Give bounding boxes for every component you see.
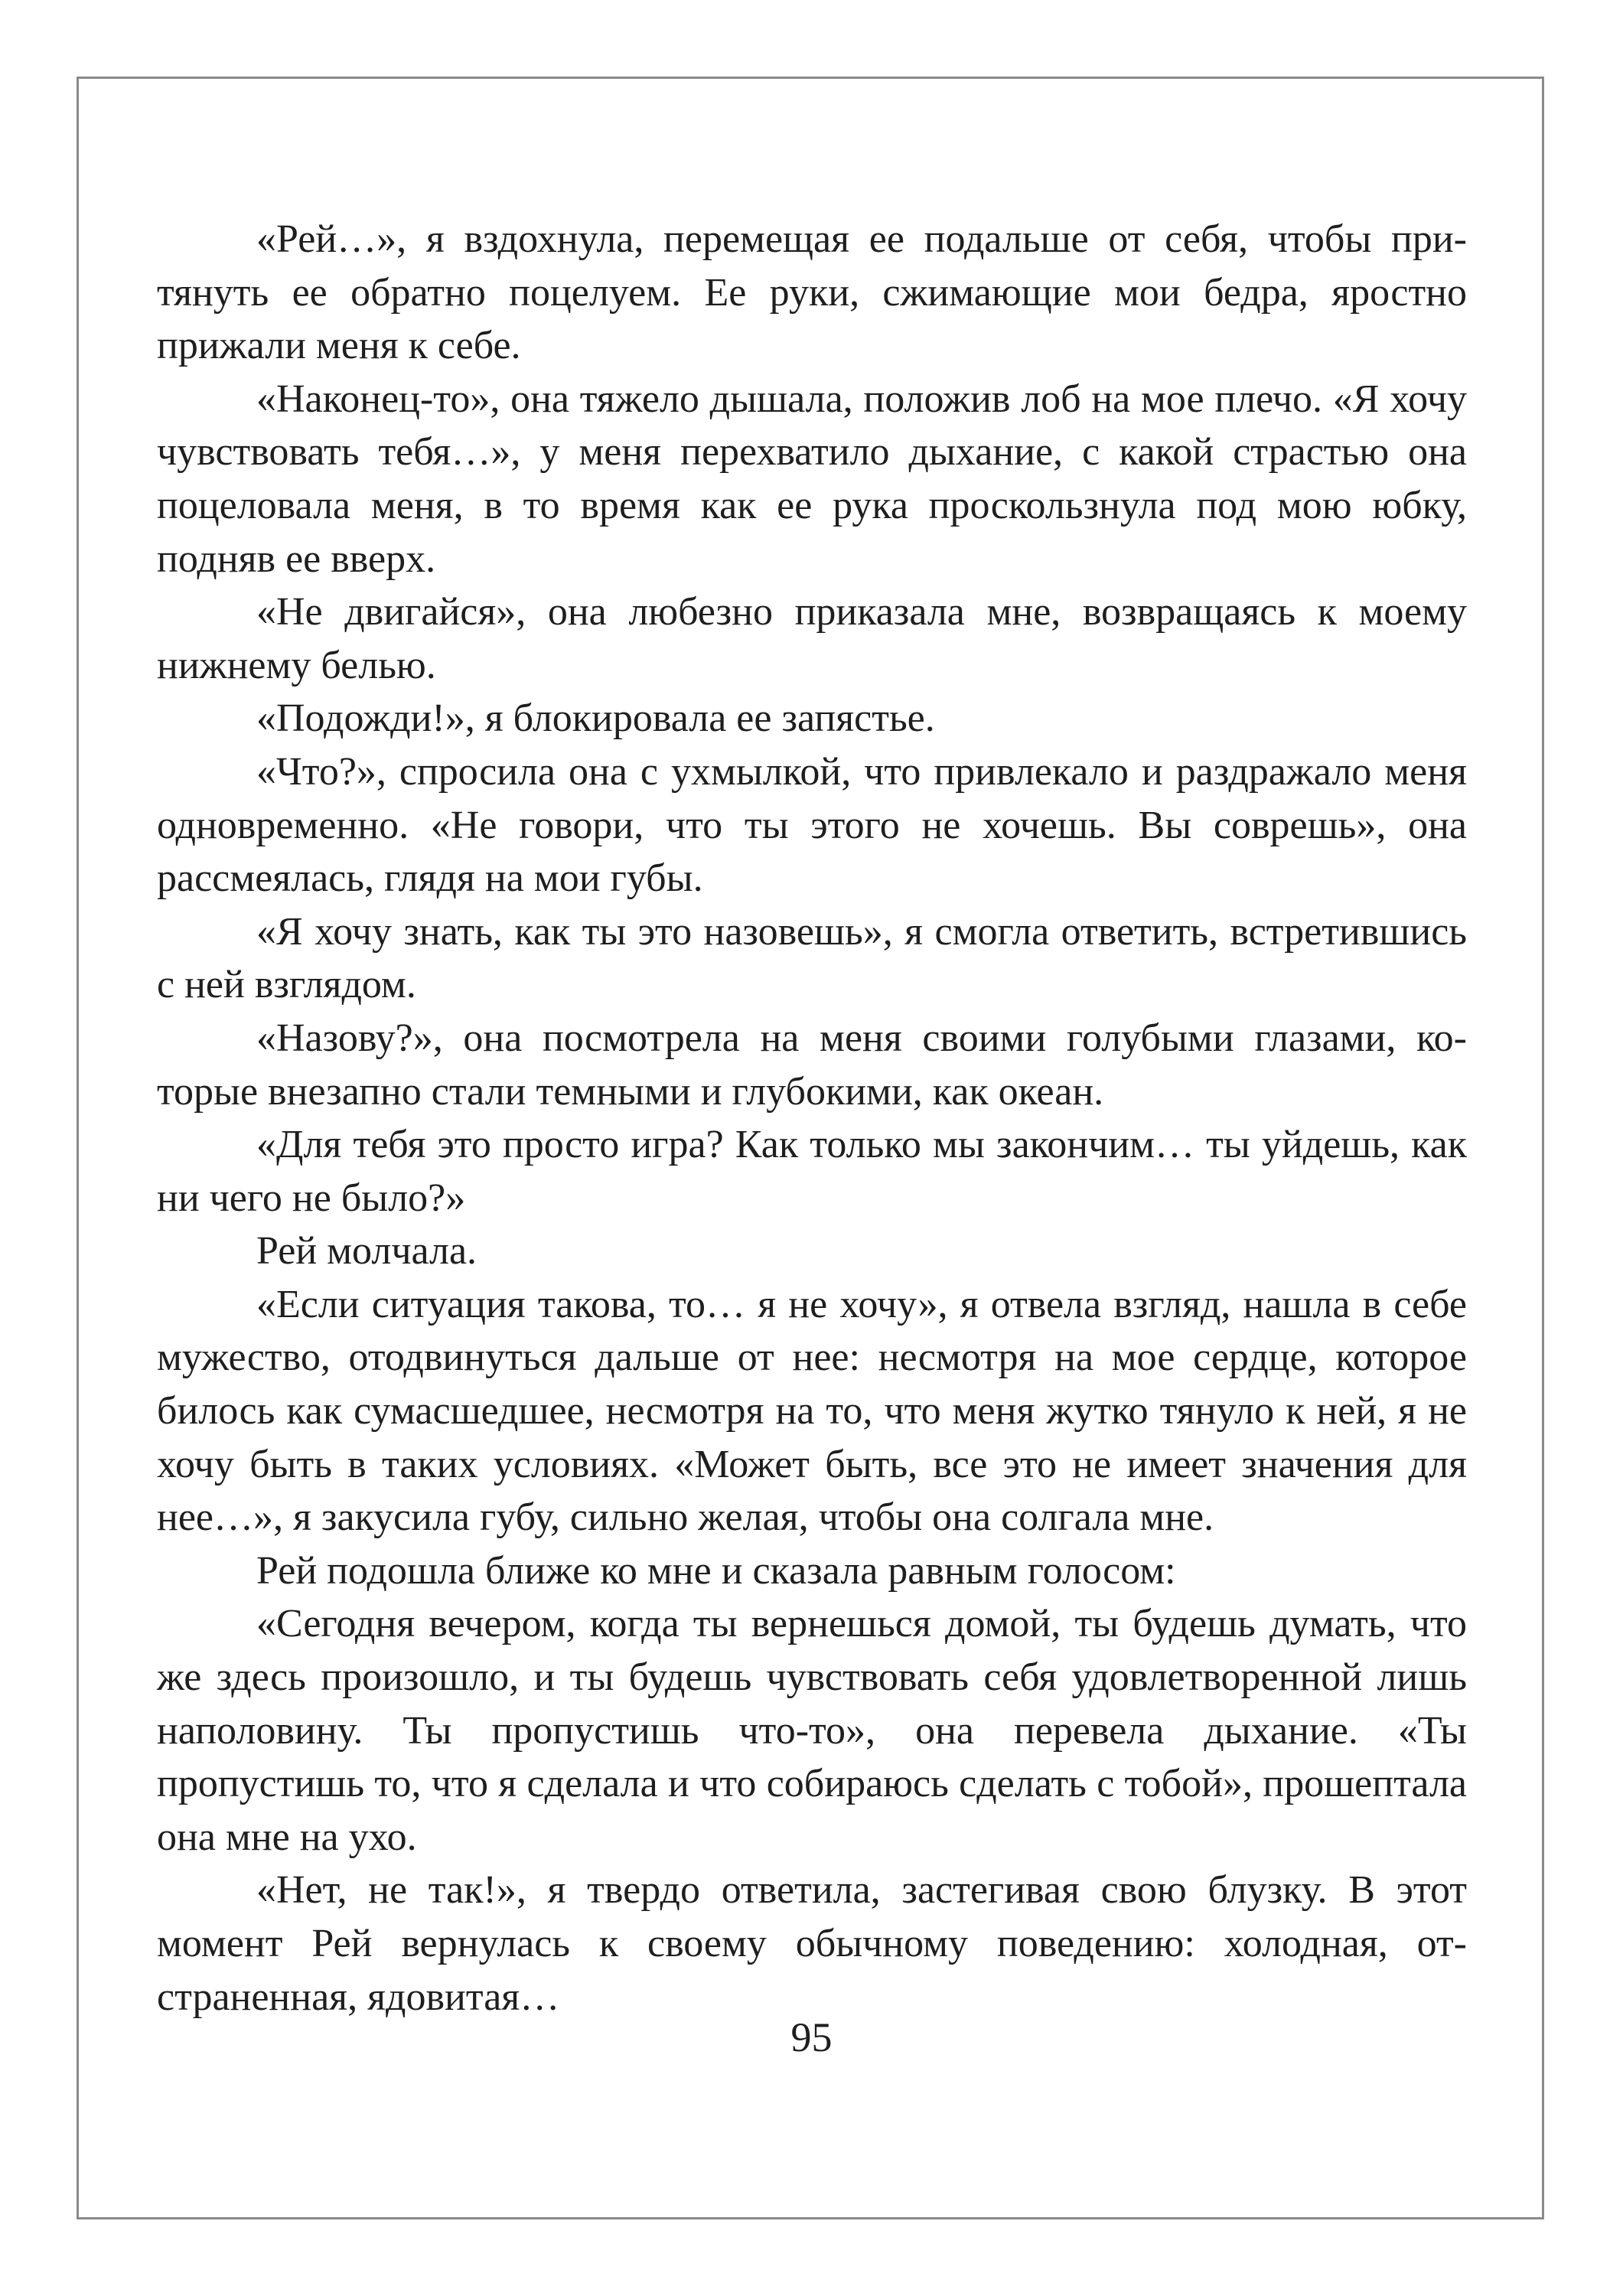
paragraph: «Наконец-то», она тяжело дышала, положив лоб на мое плечо. «Я хочу чувствовать тебя…», у меня перехватило дыхание, с какой страстью она поцеловала меня, в то время как ее рука проскользнула под мою юбку, подняв ее вверх. [157,377,1467,581]
paragraph: «Нет, не так!», я твердо ответила, застегивая свою блузку. В этот момент Рей вернулась к своему обычному поведению: холодная, отстраненная, ядовитая… [157,1868,1467,2019]
paragraph: «Рей…», я вздохнула, перемещая ее подальше от себя, чтобы притянуть ее обратно поцелуем. Ее руки, сжимающие мои бедра, яростно прижали меня к себе. [157,217,1467,368]
page-number: 95 [790,2014,833,2060]
paragraph: Рей подошла ближе ко мне и сказала равным голосом: [256,1548,1176,1593]
body-text [157,213,1467,2024]
paragraph: «Я хочу знать, как ты это назовешь», я смогла ответить, встретившись с ней взглядом. [157,909,1467,1007]
paragraph: «Не двигайся», она любезно приказала мне, возвращаясь к моему нижнему белью. [157,590,1467,687]
paragraph: Рей молчала. [256,1229,477,1274]
paragraph: «Если ситуация такова, то… я не хочу», я отвела взгляд, нашла в себе мужество, отодвинуться дальше от нее: несмотря на мое сердце, которое билось как сумасшедшее, несмотря на то, что меня жутко тянуло к ней, я не хочу быть в таких условиях. «Может быть, все это не имеет значения для нее…», я закусила губу, сильно желая, чтобы она солгала мне. [157,1282,1467,1540]
paragraph: «Для тебя это просто игра? Как только мы закончим… ты уйдешь, как ни чего не было?» [157,1123,1467,1220]
paragraph: «Сегодня вечером, когда ты вернешься домой, ты будешь думать, что же здесь произошло, и ты будешь чувствовать себя удовлетворенной лишь наполовину. Ты пропустишь что-то», она перевела дыхание. «Ты пропустишь то, что я сделала и что собираюсь сделать с тобой», прошептала она мне на ухо. [157,1602,1467,1859]
paragraph: «Подожди!», я блокировала ее запястье. [256,696,935,741]
paragraph: «Что?», спросила она с ухмылкой, что привлекало и раздражало меня одновременно. «Не говори, что ты этого не хочешь. Вы соврешь», она рассмеялась, глядя на мои губы. [157,749,1467,901]
paragraph: «Назову?», она посмотрела на меня своими голубыми глазами, которые внезапно стали темными и глубокими, как океан. [157,1016,1467,1114]
